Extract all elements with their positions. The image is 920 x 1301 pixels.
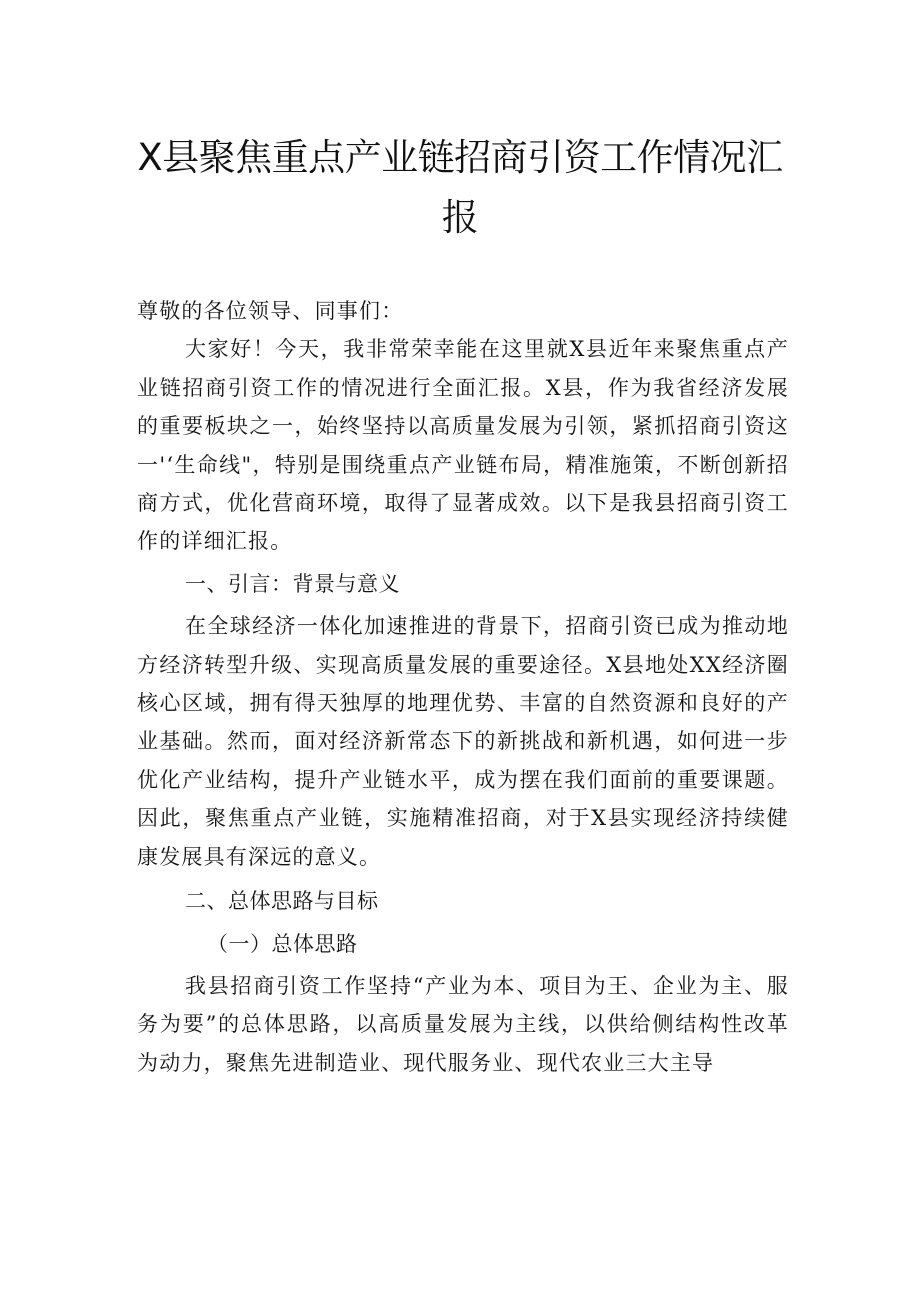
section-1-heading: 一、引言：背景与意义: [185, 571, 400, 596]
document-title: [120, 128, 800, 248]
title-line-1: X县聚焦重点产业链招商引资工作情况汇: [137, 136, 783, 179]
section-1-paragraph: 在全球经济一体化加速推进的背景下，招商引资已成为推动地方经济转型升级、实现高质量发展的重要途径。X县地处XX经济圈核心区域，拥有得天独厚的地理优势、丰富的自然资源和良好的产业基础。然而，面对经济新常态下的新挑战和新机遇，如何进一步优化产业结构，提升产业链水平，成为摆在我们面前的重要课题。因此，聚焦重点产业链，实施精准招商，对于X县实现经济持续健康发展具有深远的意义。: [137, 614, 789, 869]
section-2-heading: 二、总体思路与目标: [185, 889, 379, 914]
subsection-1-heading: （一）总体思路: [207, 931, 358, 956]
title-line-2: 报: [441, 196, 479, 239]
intro-paragraph: 大家好！今天，我非常荣幸能在这里就X县近年来聚焦重点产业链招商引资工作的情况进行全面汇报。X县，作为我省经济发展的重要板块之一，始终坚持以高质量发展为引领，紧抓招商引资这一'‘生命线"，特别是围绕重点产业链布局，精准施策，不断创新招商方式，优化营商环境，取得了显著成效。以下是我县招商引资工作的详细汇报。: [137, 337, 789, 554]
subsection-1-paragraph: 我县招商引资工作坚持“产业为本、项目为王、企业为主、服务为要”的总体思路，以高质量发展为主线，以供给侧结构性改革为动力，聚焦先进制造业、现代服务业、现代农业三大主导: [137, 973, 789, 1075]
salutation: 尊敬的各位领导、同事们：: [137, 299, 404, 323]
document-body: [137, 292, 789, 1082]
